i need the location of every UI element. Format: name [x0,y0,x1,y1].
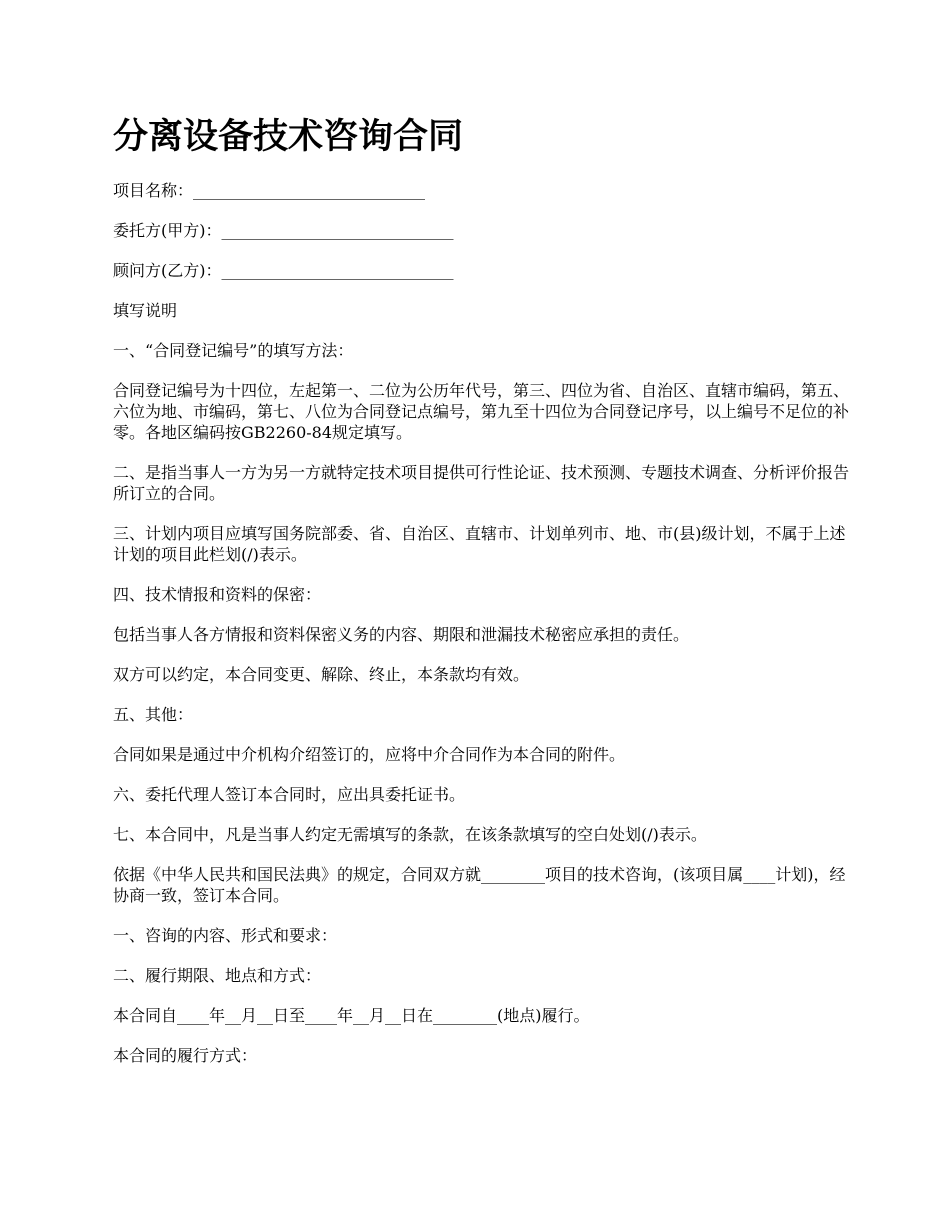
instructions-heading: 填写说明 [113,301,178,320]
paragraph-performance-dates: 本合同自____年__月__日至____年__月__日在________(地点)履行。 [113,1006,590,1025]
paragraph-blank-clauses: 七、本合同中，凡是当事人约定无需填写的条款，在该条款填写的空白处划(/)表示。 [113,825,707,844]
paragraph-contract-number-heading: 一、“合同登记编号”的填写方法： [113,341,354,360]
paragraph-confidentiality-heading: 四、技术情报和资料的保密： [113,585,322,604]
paragraph-confidentiality-validity: 双方可以约定，本合同变更、解除、终止，本条款均有效。 [113,665,530,684]
paragraph-legal-basis: 依据《中华人民共和国民法典》的规定，合同双方就________项目的技术咨询，(该项目属____计划)，经协商一致，签订本合同。 [113,865,846,905]
field-project-name: 项目名称：_____________________________ [113,181,426,200]
document-body [113,180,858,1066]
paragraph-plan-projects: 三、计划内项目应填写国务院部委、省、自治区、直辖市、计划单列市、地、市(县)级计划，不属于上述计划的项目此栏划(/)表示。 [113,524,846,564]
paragraph-performance-method: 本合同的履行方式： [113,1046,258,1065]
paragraph-contract-number-rules: 合同登记编号为十四位，左起第一、二位为公历年代号，第三、四位为省、自治区、直辖市编码，第五、六位为地、市编码，第七、八位为合同登记点编号，第九至十四位为合同登记序号，以上编号不足位的补零。各地区编码按GB2260-84规定填写。 [113,381,850,442]
document-title: 分离设备技术咨询合同 [113,116,464,157]
paragraph-contract-definition: 二、是指当事人一方为另一方就特定技术项目提供可行性论证、技术预测、专题技术调查、分析评价报告所订立的合同。 [113,463,850,503]
section-performance-period: 二、履行期限、地点和方式： [113,966,322,985]
paragraph-other-heading: 五、其他： [113,705,194,724]
paragraph-agent-certificate: 六、委托代理人签订本合同时，应出具委托证书。 [113,785,466,804]
field-consultant: 顾问方(乙方)：_____________________________ [113,261,454,280]
paragraph-intermediary: 合同如果是通过中介机构介绍签订的，应将中介合同作为本合同的附件。 [113,745,626,764]
field-client: 委托方(甲方)：_____________________________ [113,221,454,240]
section-consulting-content: 一、咨询的内容、形式和要求： [113,926,338,945]
paragraph-confidentiality-content: 包括当事人各方情报和资料保密义务的内容、期限和泄漏技术秘密应承担的责任。 [113,625,690,644]
